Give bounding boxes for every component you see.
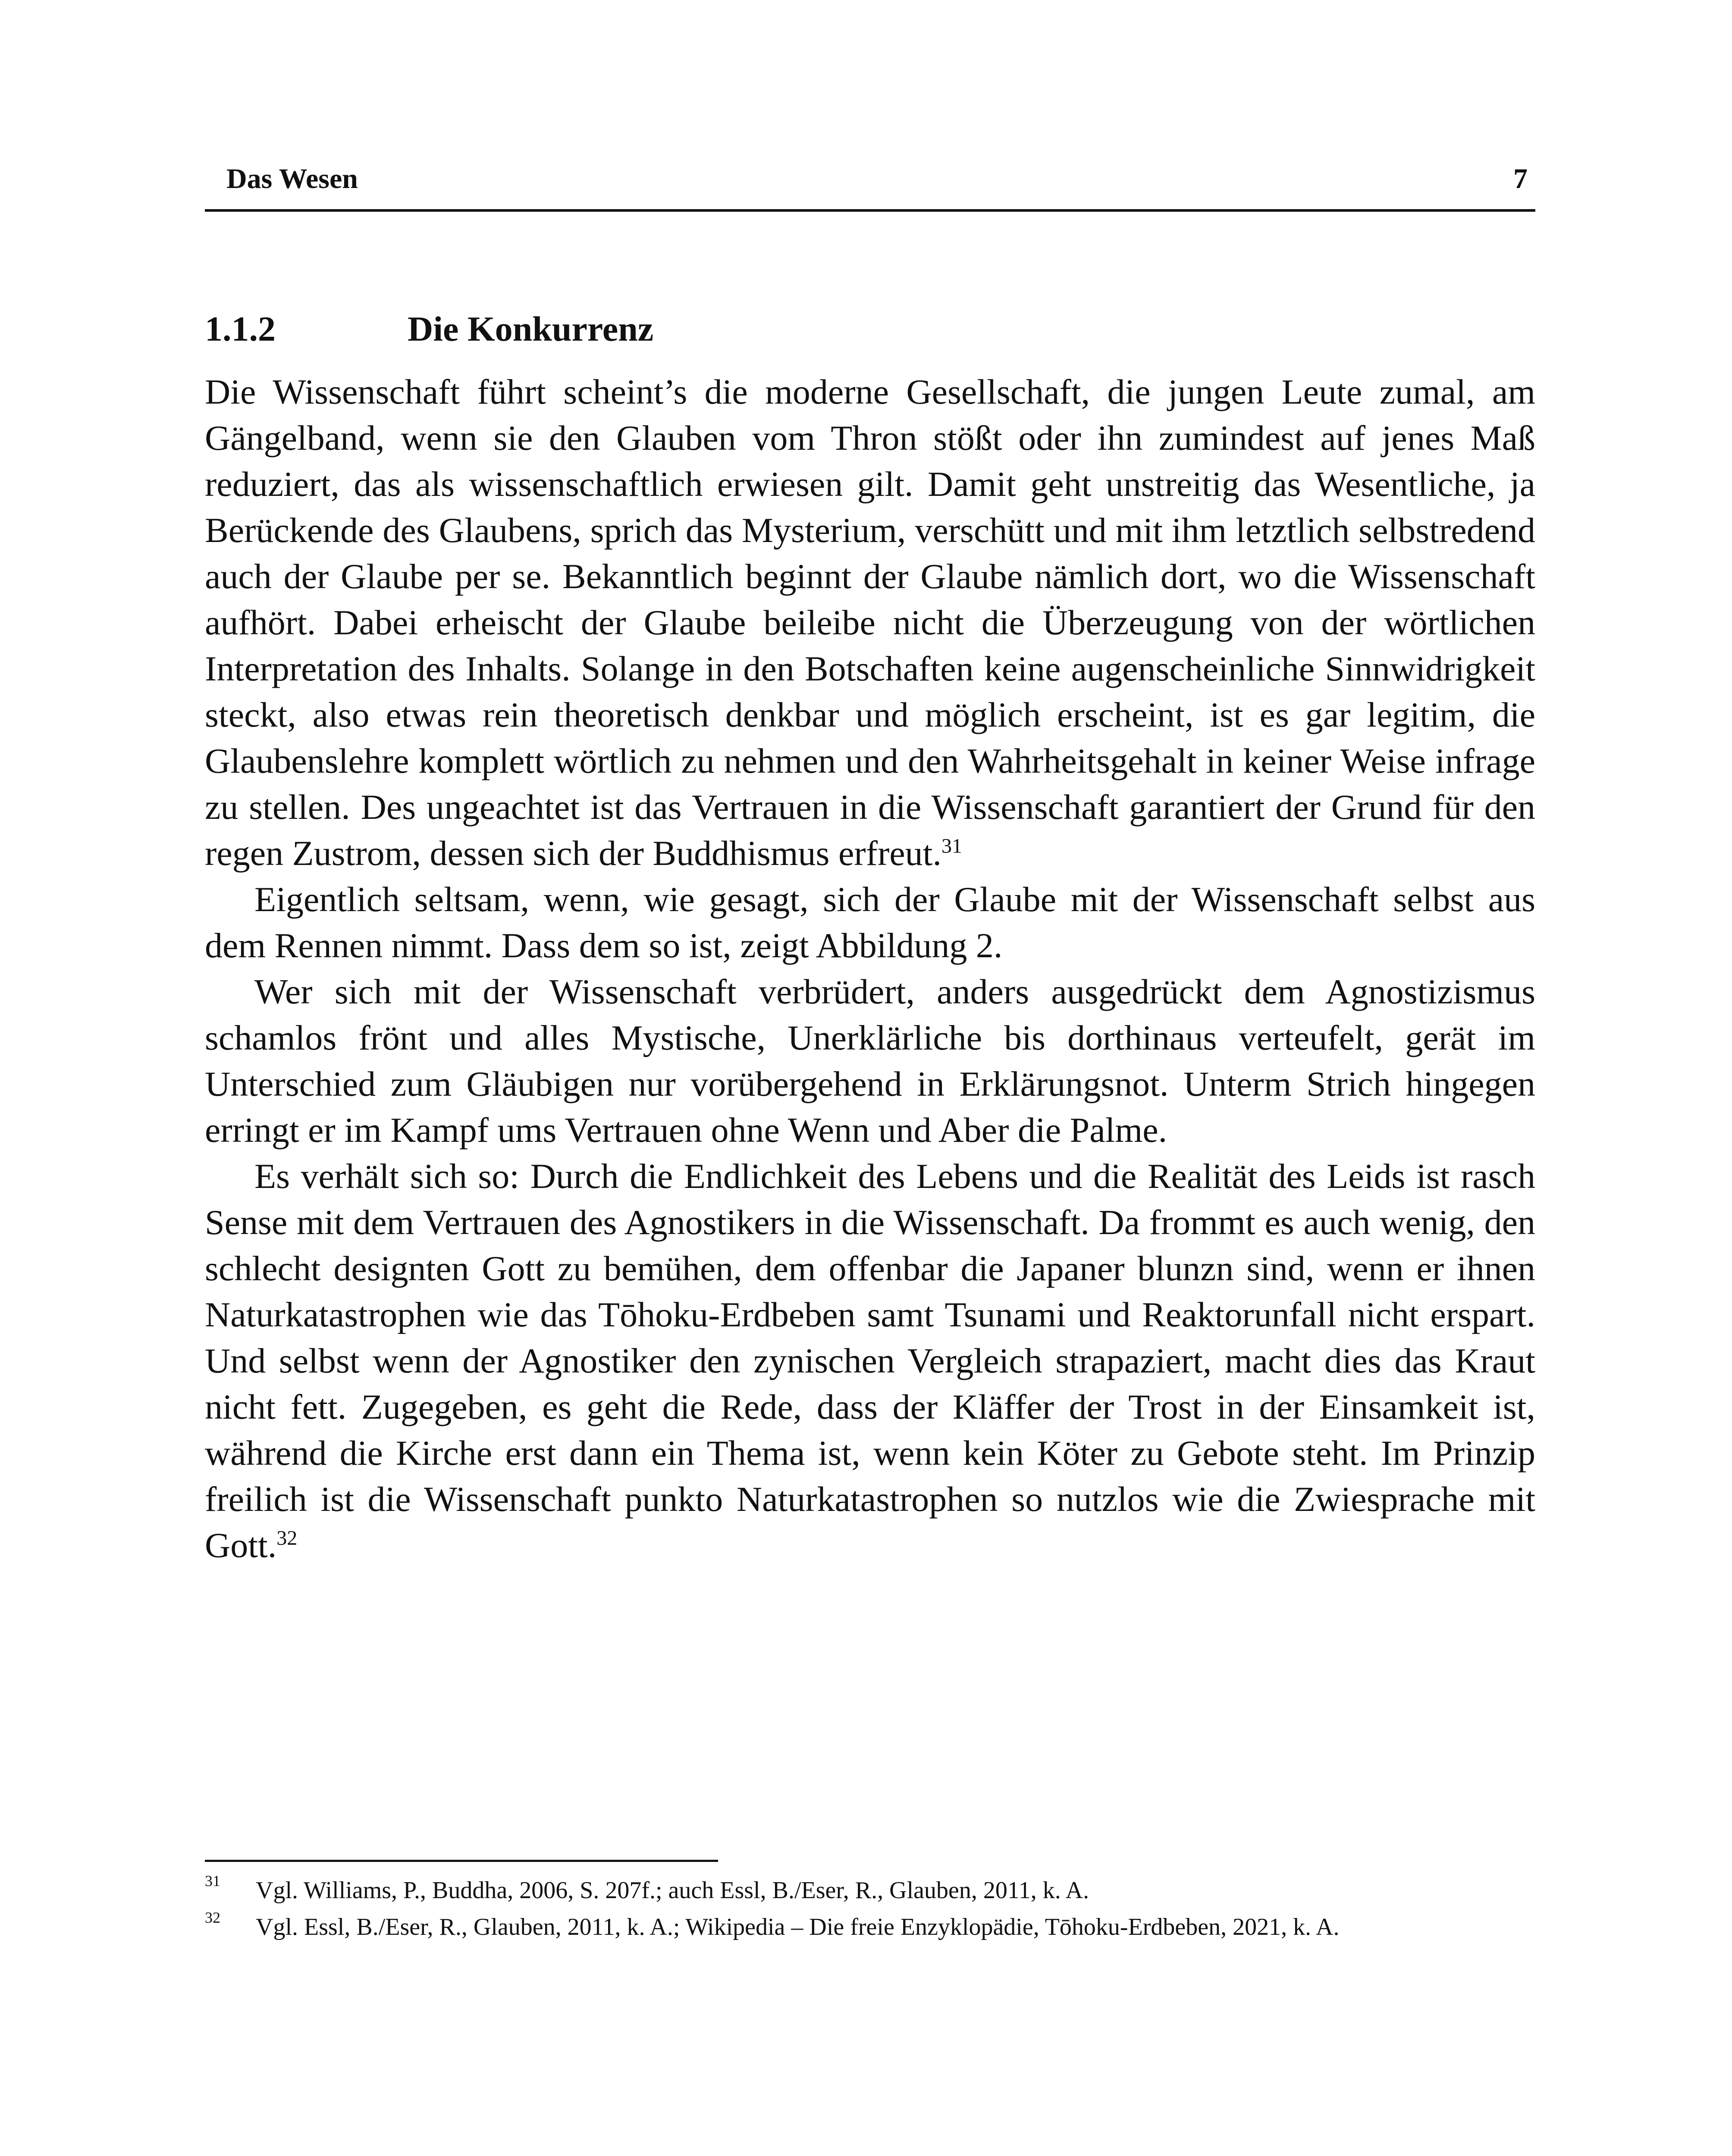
paragraph-text: Es verhält sich so: Durch die Endlichkeit des Lebens und die Realität des Leids ist rasch Sense mit dem Vertrauen des Agnostikers in die Wissenschaft. Da frommt es auch wenig, den schlecht designten Gott zu bemühen, dem offenbar die Japaner blunzn sind, wenn er ihnen Naturkatastrophen wie das Tōhoku-Erdbeben samt Tsunami und Reaktorunfall nicht erspart. Und selbst wenn der Agnostiker den zynischen Vergleich strapaziert, macht dies das Kraut nicht fett. Zugegeben, es geht die Rede, dass der Kläffer der Trost in der Einsamkeit ist, während die Kirche erst dann ein Thema ist, wenn kein Köter zu Gebote steht. Im Prinzip freilich ist die Wissenschaft punkto Naturkatastrophen so nutzlos wie die Zwiesprache mit Gott. [205, 1156, 1535, 1565]
section-heading [205, 305, 1535, 353]
paragraph [205, 968, 1535, 1153]
body-text [205, 369, 1535, 1568]
footnote-text: Vgl. Essl, B./Eser, R., Glauben, 2011, k. A.; Wikipedia – Die freie Enzyklopädie, Tōhoku-Erdbeben, 2021, k. A. [256, 1914, 1340, 1940]
footnote-reference[interactable]: 31 [941, 834, 962, 858]
footnotes [205, 1874, 1535, 1947]
paragraph [205, 1153, 1535, 1568]
running-header [205, 162, 1535, 212]
section-title: Die Konkurrenz [408, 309, 654, 349]
running-title: Das Wesen [226, 163, 358, 194]
footnote-reference[interactable]: 32 [276, 1526, 298, 1550]
paragraph [205, 876, 1535, 968]
footnote [205, 1910, 1535, 1944]
section-number: 1.1.2 [205, 309, 276, 349]
footnote-number: 32 [205, 1909, 220, 1926]
footnote-separator [205, 1860, 718, 1862]
paragraph-text: Wer sich mit der Wissenschaft verbrüdert, anders ausgedrückt dem Agnostizismus schamlos frönt und alles Mystische, Unerklärliche bis dorthinaus verteufelt, gerät im Unterschied zum Gläubigen nur vorübergehend in Erklärungsnot. Unterm Strich hingegen erringt er im Kampf ums Vertrauen ohne Wenn und Aber die Palme. [205, 972, 1535, 1150]
paragraph-text: Die Wissenschaft führt scheint’s die moderne Gesellschaft, die jungen Leute zumal, am Gängelband, wenn sie den Glauben vom Thron stößt oder ihn zumindest auf jenes Maß reduziert, das als wissenschaftlich erwiesen gilt. Damit geht unstreitig das Wesentliche, ja Berückende des Glaubens, sprich das Mysterium, verschütt und mit ihm letztlich selbstredend auch der Glaube per se. Bekanntlich beginnt der Glaube nämlich dort, wo die Wissenschaft aufhört. Dabei erheischt der Glaube beileibe nicht die Überzeugung von der wörtlichen Interpretation des Inhalts. Solange in den Botschaften keine augenscheinliche Sinnwidrigkeit steckt, also etwas rein theoretisch denkbar und möglich erscheint, ist es gar legitim, die Glaubenslehre komplett wörtlich zu nehmen und den Wahrheitsgehalt in keiner Weise infrage zu stellen. Des ungeachtet ist das Vertrauen in die Wissenschaft garantiert der Grund für den regen Zustrom, dessen sich der Buddhismus erfreut. [205, 372, 1535, 873]
footnote [205, 1874, 1535, 1907]
paragraph-text: Eigentlich seltsam, wenn, wie gesagt, sich der Glaube mit der Wissenschaft selbst aus dem Rennen nimmt. Dass dem so ist, zeigt Abbildung 2. [205, 880, 1535, 965]
paragraph [205, 369, 1535, 876]
footnote-text: Vgl. Williams, P., Buddha, 2006, S. 207f.; auch Essl, B./Eser, R., Glauben, 2011, k. A. [256, 1877, 1089, 1904]
page-number: 7 [1513, 163, 1528, 194]
footnote-number: 31 [205, 1872, 220, 1890]
